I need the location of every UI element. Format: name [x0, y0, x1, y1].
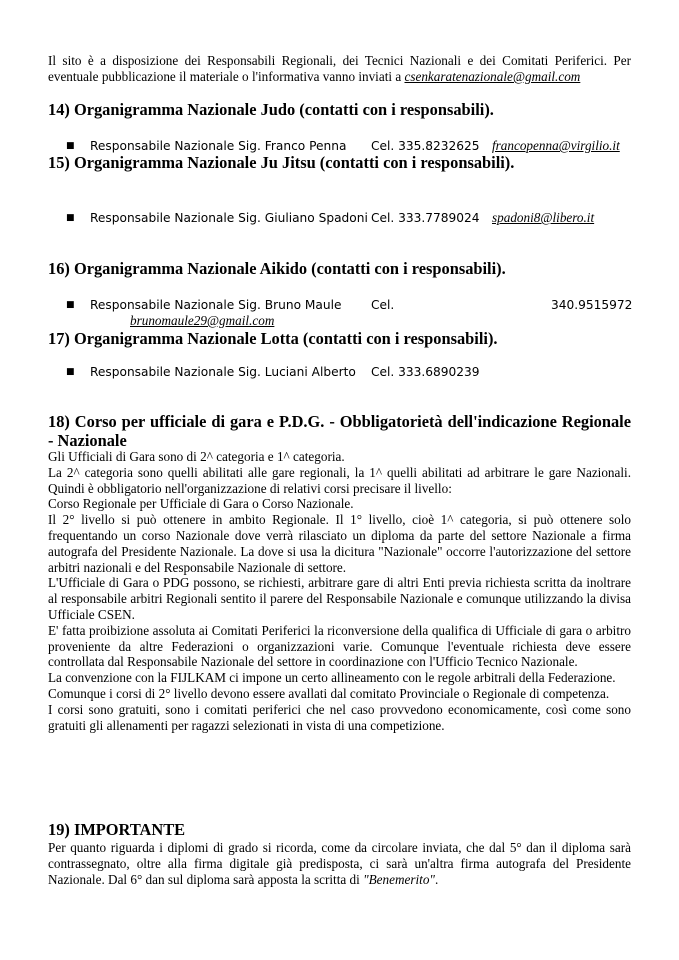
section-16-contact-row — [66, 297, 636, 313]
section-14-heading: 14) Organigramma Nazionale Judo (contatti con i responsabili). — [48, 100, 494, 119]
contact-role: Responsabile Nazionale Sig. Luciani Alberto — [90, 365, 356, 379]
intro-paragraph — [48, 53, 631, 85]
contact-email-link[interactable]: spadoni8@libero.it — [492, 210, 595, 225]
contact-phone: Cel. 335.8232625 — [371, 139, 480, 153]
section-16-email-link[interactable]: brunomaule29@gmail.com — [130, 313, 275, 328]
section-18-heading: 18) Corso per ufficiale di gara e P.D.G. - Obbligatorietà dell'indicazione Regionale - Nazionale — [48, 412, 631, 450]
section-18-body — [0, 449, 679, 733]
section-14-contact-row — [66, 138, 636, 154]
contact-phone-label: Cel. — [371, 298, 395, 312]
section-17-contact-row — [66, 364, 636, 380]
contact-role: Responsabile Nazionale Sig. Franco Penna — [90, 139, 347, 153]
contact-phone: Cel. 333.7789024 — [371, 211, 480, 225]
contact-phone: Cel. 333.6890239 — [371, 365, 480, 379]
section-15-heading: 15) Organigramma Nazionale Ju Jitsu (contatti con i responsabili). — [48, 153, 515, 172]
contact-role: Responsabile Nazionale Sig. Bruno Maule — [90, 298, 342, 312]
section-18-paragraph: La 2^ categoria sono quelli abilitati alle gare regionali, la 1^ quelli abilitati ad arbitrare le gare Nazionali. Quindi è obbligatorio nell'organizzazione di relativi corsi precisare il livello: — [48, 464, 631, 496]
section-17-heading: 17) Organigramma Nazionale Lotta (contatti con i responsabili). — [48, 329, 498, 348]
contact-email-link[interactable]: francopenna@virgilio.it — [492, 138, 620, 153]
section-18-paragraph: Il 2° livello si può ottenere in ambito Regionale. Il 1° livello, cioè 1^ categoria, si può ottenere solo frequentando un corso Nazionale dove verrà rilasciato un diploma da parte del settore Nazionale a firma autografa del Presidente Nazionale. La dove si usa la dicitura "Nazionale" occorre l'autorizzazione del settore arbitri nazionali e del Responsabile Nazionale di settore. — [48, 512, 631, 575]
section-19-paragraph — [48, 840, 631, 887]
section-18-paragraph: Corso Regionale per Ufficiale di Gara o Corso Nazionale. — [48, 496, 354, 512]
benemerito-quote: "Benemerito" — [363, 871, 435, 887]
section-18-paragraph: E' fatta proibizione assoluta ai Comitati Periferici la riconversione della qualifica di Ufficiale di gara o arbitro proveniente da altre Federazioni o organizzazioni varie. Comunque l'eventuale richiesta deve essere controllata dal Responsabile Nazionale del settore in coordinazione con l'Ufficio Tecnico Nazionale. — [48, 622, 631, 670]
bullet-icon: ■ — [66, 213, 75, 223]
contact-phone-number: 340.9515972 — [551, 298, 633, 312]
section-18-paragraph: Comunque i corsi di 2° livello devono essere avallati dal comitato Provinciale o Regionale di competenza. — [48, 685, 610, 701]
section-18-paragraph: L'Ufficiale di Gara o PDG possono, se richiesti, arbitrare gare di altri Enti previa richiesta scritta da inoltrare al responsabile arbitri Regionali sentito il parere del Responsabile Nazionale e comunque utilizzando la divisa Ufficiale CSEN. — [48, 575, 631, 622]
section-19-text: Per quanto riguarda i diplomi di grado si ricorda, come da circolare inviata, che dal 5° dan il diploma sarà contrassegnato, oltre alla firma digitale già predisposta, ci sarà un'altra firma autografa del Presidente Nazionale. Dal 6° dan sul diploma sarà apposta la scritta di — [48, 840, 631, 887]
bullet-icon: ■ — [66, 367, 75, 377]
intro-text: Il sito è a disposizione dei Responsabili Regionali, dei Tecnici Nazionali e dei Comitati Periferici. Per eventuale pubblicazione il materiale o l'informativa vanno inviati a — [48, 53, 631, 84]
intro-email-link[interactable]: csenkaratenazionale@gmail.com — [404, 68, 581, 84]
section-18-paragraph: La convenzione con la FIJLKAM ci impone un certo allineamento con le regole arbitrali della Federazione. — [48, 670, 616, 686]
section-19-end: . — [434, 871, 439, 887]
section-19-heading: 19) IMPORTANTE — [48, 820, 186, 839]
section-15-contact-row — [66, 210, 636, 226]
bullet-icon: ■ — [66, 300, 75, 310]
bullet-icon: ■ — [66, 141, 75, 151]
section-16-heading: 16) Organigramma Nazionale Aikido (contatti con i responsabili). — [48, 259, 506, 278]
section-18-paragraph: I corsi sono gratuiti, sono i comitati periferici che nel caso provvedono economicamente, così come sono gratuiti gli allenamenti per ragazzi selezionati in vista di una competizione. — [48, 701, 631, 733]
section-18-paragraph: Gli Ufficiali di Gara sono di 2^ categoria e 1^ categoria. — [48, 449, 345, 464]
contact-role: Responsabile Nazionale Sig. Giuliano Spadoni — [90, 211, 368, 225]
